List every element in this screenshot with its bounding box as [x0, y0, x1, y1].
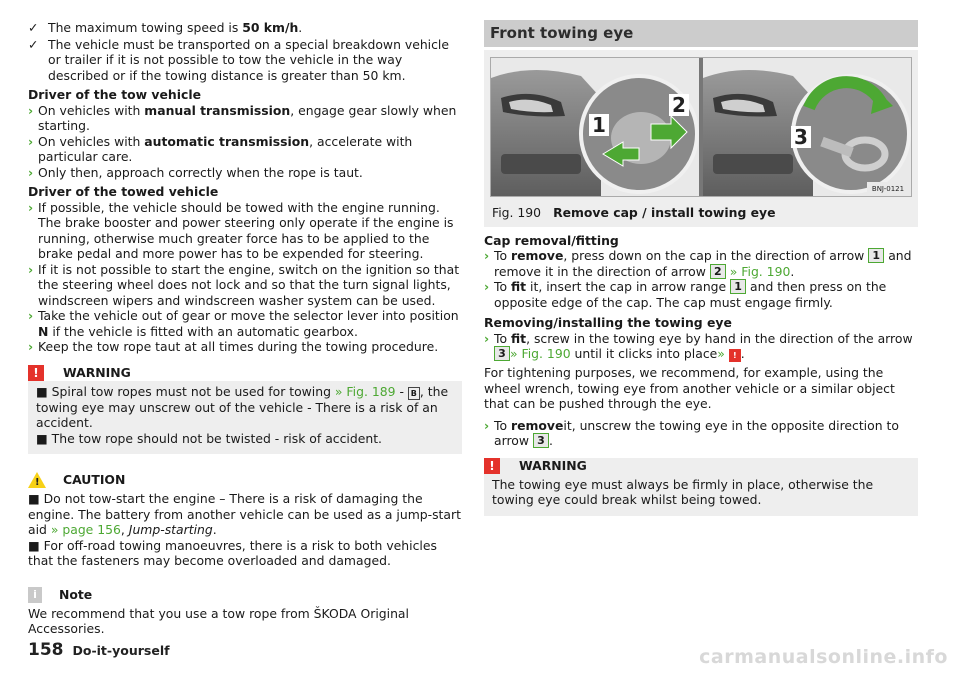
page-footer: [28, 640, 170, 660]
checkmark-icon: ✓: [28, 36, 39, 52]
step-item: › If it is not possible to start the engine, switch on the ignition so that the steering wheel does not lock and so that the turn signal lights, windscreen wipers and windscreen washer system can be used.: [28, 261, 460, 308]
arrow-ref-box: 3: [533, 433, 549, 448]
warning-icon: !: [28, 365, 44, 381]
step-item: › On vehicles with manual transmission, engage gear slowly when starting.: [28, 102, 457, 133]
right-column: [484, 20, 918, 516]
figure-image: [490, 57, 912, 197]
chevron-right-icon: ›: [28, 164, 34, 180]
caution-icon: !: [28, 472, 46, 488]
figure-part-b-icon: B: [408, 387, 420, 400]
warning-box: [28, 365, 462, 455]
page-link[interactable]: » page 156: [50, 522, 121, 537]
chevron-right-icon: ›: [484, 417, 490, 433]
figure-label-1-text: 1: [592, 113, 606, 137]
figure-caption: Fig. 190 Remove cap / install towing eye: [492, 205, 776, 220]
cap-heading: Cap removal/fitting: [484, 232, 619, 248]
chevron-right-icon: ›: [28, 339, 34, 354]
chevron-right-icon: ›: [28, 102, 34, 118]
chevron-right-icon: ›: [28, 261, 34, 277]
watermark: carmanualsonline.info: [699, 646, 948, 668]
chevron-right-icon: ›: [484, 248, 490, 263]
step-item: › On vehicles with automatic transmission, accelerate with particular care.: [28, 133, 413, 164]
figure-label-2-text: 2: [672, 93, 686, 117]
figure-label-3-text: 3: [794, 125, 808, 149]
step-item: › If possible, the vehicle should be towed with the engine running. The brake booster and power steering only operate if the engine is running, otherwise much greater force has to be applied to the brake pedal and more power has to be expended for steering.: [28, 199, 454, 261]
chevron-right-icon: ›: [28, 308, 34, 323]
warning-icon: !: [484, 458, 500, 474]
fig-link[interactable]: » Fig. 190: [725, 263, 791, 279]
tightening-paragraph: For tightening purposes, we recommend, for example, using the wheel wrench, towing eye from another vehicle or a similar object that can be pushed through the eye.: [484, 365, 895, 411]
step-item: › Keep the tow rope taut at all times during the towing procedure.: [28, 339, 439, 354]
step-item: › Take the vehicle out of gear or move the selector lever into position N if the vehicle is fitted with an automatic gearbox.: [28, 308, 459, 339]
chevron-right-icon: ›: [484, 330, 490, 346]
warning-box: [484, 458, 918, 516]
step-item: › To fit, screw in the towing eye by hand in the direction of the arrow 3 » Fig. 190 until it clicks into place» ! .: [484, 330, 913, 361]
step-item: › Only then, approach correctly when the rope is taut.: [28, 164, 363, 180]
section-title: Front towing eye: [484, 20, 918, 47]
chevron-right-icon: ›: [28, 199, 34, 215]
page-number: 158: [28, 640, 64, 660]
chevron-right-icon: ›: [484, 279, 490, 294]
fig-link[interactable]: » Fig. 189: [334, 383, 396, 399]
caution-header: ! CAUTION: [28, 472, 462, 488]
arrow-ref-box: 2: [710, 264, 726, 279]
chevron-right-icon: ›: [28, 133, 34, 149]
note-header: i Note: [28, 587, 462, 603]
figure: [484, 50, 918, 227]
driver-towed-heading: Driver of the towed vehicle: [28, 184, 219, 199]
note-text: We recommend that you use a tow rope from ŠKODA Original Accessories.: [28, 605, 409, 636]
warning-body: ■ Spiral tow ropes must not be used for towing » Fig. 189 - B , the towing eye may unscrew out of the vehicle - There is a risk of an accident. ■ The tow rope should not be twisted - risk of accident.: [36, 383, 449, 446]
warning-ref-icon: !: [729, 349, 741, 362]
step-item: › To removeit, unscrew the towing eye in the opposite direction to arrow 3 .: [484, 417, 899, 448]
arrow-ref-box: 1: [730, 279, 746, 294]
towing-eye-illustration: [491, 58, 911, 196]
step-item: › To fit it, insert the cap in arrow range 1 and then press on the opposite edge of the cap. The cap must engage firmly.: [484, 279, 887, 310]
arrow-ref-box: 3: [494, 346, 510, 361]
check-item: ✓ The vehicle must be transported on a special breakdown vehicle or trailer if it is not possible to tow the vehicle in the way described or if the towing distance is greater than 50 km.: [28, 36, 449, 83]
warning-link[interactable]: »: [717, 346, 725, 361]
section-name: Do-it-yourself: [72, 643, 170, 658]
eye-heading: Removing/installing the towing eye: [484, 315, 732, 330]
step-item: › To remove, press down on the cap in the direction of arrow 1 and remove it in the direction of arrow 2 » Fig. 190.: [484, 248, 912, 279]
checkmark-icon: ✓: [28, 20, 39, 35]
warning-body: The towing eye must always be firmly in place, otherwise the towing eye could break whilst being towed.: [492, 476, 874, 507]
warning-header: ! WARNING: [28, 365, 462, 381]
figure-code: BNJ-0121: [871, 185, 905, 193]
arrow-ref-box: 1: [868, 248, 884, 263]
caution-body: ■ Do not tow-start the engine – There is a risk of damaging the engine. The battery from another vehicle can be used as a jump-start aid » page 156, Jump-starting. ■ For off-road towing manoeuvres, there is a risk to both vehicles that the fasteners may become overloaded and damaged.: [28, 491, 461, 568]
check-item: ✓ The maximum towing speed is 50 km/h.: [28, 20, 303, 35]
left-column: [28, 20, 462, 637]
info-icon: i: [28, 587, 42, 603]
fig-link[interactable]: » Fig. 190: [510, 346, 571, 361]
warning-header: ! WARNING: [484, 458, 918, 474]
driver-tow-heading: Driver of the tow vehicle: [28, 87, 201, 102]
